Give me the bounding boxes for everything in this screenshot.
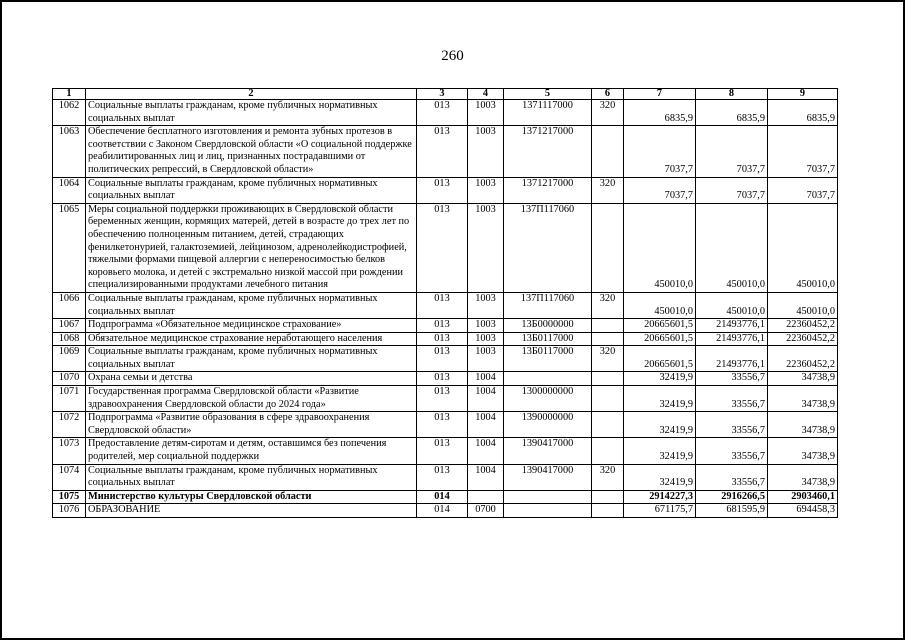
amount-year-1: 32419,9 xyxy=(624,464,696,490)
amount-year-2: 21493776,1 xyxy=(696,346,768,372)
amount-year-2: 33556,7 xyxy=(696,464,768,490)
row-name: Министерство культуры Свердловской области xyxy=(86,490,417,504)
row-name: ОБРАЗОВАНИЕ xyxy=(86,504,417,518)
expense-type-code xyxy=(592,386,624,412)
target-code: 1390000000 xyxy=(504,412,592,438)
section-code: 1003 xyxy=(468,292,504,318)
amount-year-3: 450010,0 xyxy=(768,292,838,318)
target-code: 1371217000 xyxy=(504,177,592,203)
section-code: 1003 xyxy=(468,100,504,126)
row-name: Социальные выплаты гражданам, кроме публичных нормативных социальных выплат xyxy=(86,346,417,372)
ministry-code: 013 xyxy=(417,464,468,490)
amount-year-3: 22360452,2 xyxy=(768,332,838,346)
row-name: Подпрограмма «Обязательное медицинское страхование» xyxy=(86,319,417,333)
column-header: 4 xyxy=(468,89,504,100)
section-code: 1003 xyxy=(468,203,504,292)
amount-year-2: 33556,7 xyxy=(696,412,768,438)
row-name: Предоставление детям-сиротам и детям, оставшимся без попечения родителей, мер социальной поддержки xyxy=(86,438,417,464)
amount-year-1: 32419,9 xyxy=(624,438,696,464)
row-number: 1064 xyxy=(53,177,86,203)
amount-year-2: 6835,9 xyxy=(696,100,768,126)
section-code: 1003 xyxy=(468,126,504,177)
row-number: 1068 xyxy=(53,332,86,346)
table-row xyxy=(53,292,838,318)
table-row xyxy=(53,346,838,372)
row-number: 1075 xyxy=(53,490,86,504)
table-row xyxy=(53,100,838,126)
section-code: 1003 xyxy=(468,177,504,203)
row-number: 1063 xyxy=(53,126,86,177)
row-number: 1074 xyxy=(53,464,86,490)
amount-year-1: 32419,9 xyxy=(624,372,696,386)
table-row xyxy=(53,332,838,346)
column-header: 9 xyxy=(768,89,838,100)
amount-year-2: 681595,9 xyxy=(696,504,768,518)
section-code: 1004 xyxy=(468,464,504,490)
amount-year-2: 450010,0 xyxy=(696,203,768,292)
column-header: 3 xyxy=(417,89,468,100)
expense-type-code xyxy=(592,126,624,177)
ministry-code: 013 xyxy=(417,386,468,412)
scan-border-top xyxy=(0,0,905,2)
target-code: 13Б0117000 xyxy=(504,346,592,372)
ministry-code: 013 xyxy=(417,292,468,318)
amount-year-3: 7037,7 xyxy=(768,177,838,203)
ministry-code: 013 xyxy=(417,126,468,177)
expense-type-code: 320 xyxy=(592,346,624,372)
section-code xyxy=(468,490,504,504)
section-code: 1004 xyxy=(468,412,504,438)
amount-year-2: 21493776,1 xyxy=(696,332,768,346)
amount-year-3: 34738,9 xyxy=(768,464,838,490)
expense-type-code xyxy=(592,412,624,438)
row-name: Социальные выплаты гражданам, кроме публичных нормативных социальных выплат xyxy=(86,177,417,203)
row-number: 1070 xyxy=(53,372,86,386)
column-header: 8 xyxy=(696,89,768,100)
amount-year-1: 7037,7 xyxy=(624,126,696,177)
expense-type-code: 320 xyxy=(592,100,624,126)
table-row xyxy=(53,464,838,490)
section-code: 0700 xyxy=(468,504,504,518)
amount-year-1: 671175,7 xyxy=(624,504,696,518)
column-header: 6 xyxy=(592,89,624,100)
budget-table xyxy=(52,88,838,518)
expense-type-code: 320 xyxy=(592,464,624,490)
section-code: 1003 xyxy=(468,332,504,346)
row-number: 1072 xyxy=(53,412,86,438)
amount-year-2: 2916266,5 xyxy=(696,490,768,504)
row-name: Обязательное медицинское страхование неработающего населения xyxy=(86,332,417,346)
row-number: 1067 xyxy=(53,319,86,333)
amount-year-1: 32419,9 xyxy=(624,386,696,412)
section-code: 1004 xyxy=(468,386,504,412)
amount-year-1: 20665601,5 xyxy=(624,332,696,346)
table-row xyxy=(53,319,838,333)
amount-year-3: 22360452,2 xyxy=(768,346,838,372)
table-row xyxy=(53,203,838,292)
table-row xyxy=(53,372,838,386)
section-code: 1004 xyxy=(468,438,504,464)
target-code: 1390417000 xyxy=(504,464,592,490)
row-name: Социальные выплаты гражданам, кроме публичных нормативных социальных выплат xyxy=(86,292,417,318)
expense-type-code: 320 xyxy=(592,177,624,203)
amount-year-1: 450010,0 xyxy=(624,203,696,292)
expense-type-code xyxy=(592,203,624,292)
row-number: 1076 xyxy=(53,504,86,518)
amount-year-3: 6835,9 xyxy=(768,100,838,126)
column-header: 1 xyxy=(53,89,86,100)
row-name: Подпрограмма «Развитие образования в сфере здравоохранения Свердловской области» xyxy=(86,412,417,438)
row-number: 1065 xyxy=(53,203,86,292)
ministry-code: 013 xyxy=(417,372,468,386)
amount-year-3: 2903460,1 xyxy=(768,490,838,504)
target-code: 1371217000 xyxy=(504,126,592,177)
target-code: 13Б0000000 xyxy=(504,319,592,333)
ministry-code: 013 xyxy=(417,100,468,126)
row-number: 1071 xyxy=(53,386,86,412)
amount-year-1: 20665601,5 xyxy=(624,319,696,333)
target-code: 1371117000 xyxy=(504,100,592,126)
row-name: Обеспечение бесплатного изготовления и ремонта зубных протезов в соответствии с Законом Свердловской области «О социальной поддержке реабилитированных лиц и лиц, признанных пострадавшими от политических репрессий, в Свердловской области» xyxy=(86,126,417,177)
amount-year-2: 33556,7 xyxy=(696,438,768,464)
target-code: 1390417000 xyxy=(504,438,592,464)
amount-year-2: 33556,7 xyxy=(696,386,768,412)
amount-year-1: 20665601,5 xyxy=(624,346,696,372)
table-row xyxy=(53,438,838,464)
amount-year-3: 7037,7 xyxy=(768,126,838,177)
page-number: 260 xyxy=(441,48,464,64)
expense-type-code: 320 xyxy=(592,292,624,318)
target-code: 13Б0117000 xyxy=(504,332,592,346)
table-row xyxy=(53,412,838,438)
row-number: 1062 xyxy=(53,100,86,126)
amount-year-1: 2914227,3 xyxy=(624,490,696,504)
ministry-code: 013 xyxy=(417,319,468,333)
ministry-code: 013 xyxy=(417,346,468,372)
amount-year-3: 22360452,2 xyxy=(768,319,838,333)
amount-year-3: 34738,9 xyxy=(768,438,838,464)
target-code: 137П117060 xyxy=(504,292,592,318)
ministry-code: 013 xyxy=(417,203,468,292)
expense-type-code xyxy=(592,372,624,386)
row-number: 1073 xyxy=(53,438,86,464)
column-header: 5 xyxy=(504,89,592,100)
row-name: Социальные выплаты гражданам, кроме публичных нормативных социальных выплат xyxy=(86,100,417,126)
target-code xyxy=(504,490,592,504)
row-name: Социальные выплаты гражданам, кроме публичных нормативных социальных выплат xyxy=(86,464,417,490)
amount-year-2: 21493776,1 xyxy=(696,319,768,333)
table-row xyxy=(53,504,838,518)
amount-year-1: 7037,7 xyxy=(624,177,696,203)
target-code: 137П117060 xyxy=(504,203,592,292)
amount-year-2: 7037,7 xyxy=(696,177,768,203)
expense-type-code xyxy=(592,504,624,518)
row-name: Государственная программа Свердловской области «Развитие здравоохранения Свердловской области до 2024 года» xyxy=(86,386,417,412)
section-code: 1003 xyxy=(468,346,504,372)
table-row xyxy=(53,490,838,504)
scan-border-left xyxy=(0,0,2,640)
column-header: 7 xyxy=(624,89,696,100)
amount-year-3: 450010,0 xyxy=(768,203,838,292)
expense-type-code xyxy=(592,438,624,464)
amount-year-1: 450010,0 xyxy=(624,292,696,318)
table-row xyxy=(53,177,838,203)
target-code: 1300000000 xyxy=(504,386,592,412)
table-row xyxy=(53,126,838,177)
amount-year-2: 33556,7 xyxy=(696,372,768,386)
table-header-row xyxy=(53,89,838,100)
table-body xyxy=(53,100,838,518)
expense-type-code xyxy=(592,332,624,346)
amount-year-3: 34738,9 xyxy=(768,372,838,386)
ministry-code: 013 xyxy=(417,438,468,464)
section-code: 1003 xyxy=(468,319,504,333)
table-row xyxy=(53,386,838,412)
ministry-code: 013 xyxy=(417,412,468,438)
row-number: 1069 xyxy=(53,346,86,372)
amount-year-3: 694458,3 xyxy=(768,504,838,518)
amount-year-1: 6835,9 xyxy=(624,100,696,126)
amount-year-3: 34738,9 xyxy=(768,412,838,438)
ministry-code: 013 xyxy=(417,177,468,203)
row-name: Меры социальной поддержки проживающих в Свердловской области беременных женщин, кормящих матерей, детей в возрасте до трех лет по обеспечению полноценным питанием, детей, страдающих фенилкетонурией, галактоземией, лейцинозом, адренолейкодистрофией, тяжелыми формами пищевой аллергии с непереносимостью белков коровьего молока, и детей с экстремально низкой массой при рождении специализированными продуктами лечебного питания xyxy=(86,203,417,292)
ministry-code: 014 xyxy=(417,504,468,518)
amount-year-2: 7037,7 xyxy=(696,126,768,177)
target-code xyxy=(504,372,592,386)
row-number: 1066 xyxy=(53,292,86,318)
section-code: 1004 xyxy=(468,372,504,386)
column-header: 2 xyxy=(86,89,417,100)
amount-year-2: 450010,0 xyxy=(696,292,768,318)
ministry-code: 013 xyxy=(417,332,468,346)
target-code xyxy=(504,504,592,518)
amount-year-3: 34738,9 xyxy=(768,386,838,412)
expense-type-code xyxy=(592,319,624,333)
expense-type-code xyxy=(592,490,624,504)
ministry-code: 014 xyxy=(417,490,468,504)
amount-year-1: 32419,9 xyxy=(624,412,696,438)
row-name: Охрана семьи и детства xyxy=(86,372,417,386)
